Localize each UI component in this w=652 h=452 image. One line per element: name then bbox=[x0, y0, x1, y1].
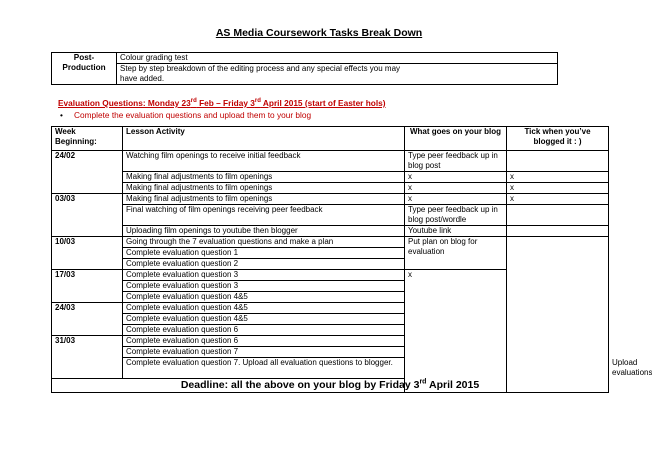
blog-cell: x bbox=[405, 172, 507, 183]
table-row bbox=[52, 226, 609, 237]
table-row bbox=[52, 194, 609, 205]
table-row bbox=[52, 172, 609, 183]
blog-cell: Put plan on blog for evaluation bbox=[405, 237, 507, 270]
blog-cell: Type peer feedback up in blog post/wordle bbox=[405, 205, 507, 226]
activity-cell: Watching film openings to receive initial feedback bbox=[123, 151, 405, 172]
header-tick: Tick when you’ve blogged it : ) bbox=[507, 127, 609, 151]
week-cell: 31/03 bbox=[52, 336, 123, 379]
activity-cell: Complete evaluation question 4&5 bbox=[123, 314, 405, 325]
tick-cell: x bbox=[507, 172, 609, 183]
activity-cell: Complete evaluation question 4&5 bbox=[123, 303, 405, 314]
activity-cell: Making final adjustments to film openings bbox=[123, 183, 405, 194]
tick-cell: x bbox=[507, 194, 609, 205]
deadline-row bbox=[52, 379, 609, 393]
table-row bbox=[52, 205, 609, 226]
blog-cell: x bbox=[405, 270, 507, 393]
table-row: Complete evaluation question 7. Upload all evaluation questions to blogger. Upload evaluations bbox=[52, 358, 609, 379]
blog-cell: Type peer feedback up in blog post bbox=[405, 151, 507, 172]
post-task-colour-grading: Colour grading test bbox=[117, 53, 558, 64]
activity-cell: Making final adjustments to film openings bbox=[123, 194, 405, 205]
bullet-icon: • bbox=[60, 110, 63, 120]
activity-cell: Complete evaluation question 6 bbox=[123, 336, 405, 347]
table-row bbox=[52, 151, 609, 172]
activity-cell: Uploading film openings to youtube then blogger bbox=[123, 226, 405, 237]
deadline-text: Deadline: all the above on your blog by Friday 3rd April 2015 bbox=[52, 379, 609, 393]
post-production-label: Post-Production bbox=[52, 53, 117, 85]
activity-cell: Making final adjustments to film openings bbox=[123, 172, 405, 183]
week-cell: 10/03 bbox=[52, 237, 123, 270]
activity-cell: Complete evaluation question 3 bbox=[123, 281, 405, 292]
post-production-table bbox=[51, 52, 558, 85]
tick-cell: x bbox=[507, 183, 609, 194]
table-row bbox=[52, 183, 609, 194]
activity-cell: Complete evaluation question 2 bbox=[123, 259, 405, 270]
activity-cell: Final watching of film openings receiving peer feedback bbox=[123, 205, 405, 226]
table-header-row bbox=[52, 127, 609, 151]
activity-cell: Complete evaluation question 6 bbox=[123, 325, 405, 336]
week-cell: 24/02 bbox=[52, 151, 123, 194]
week-cell: 03/03 bbox=[52, 194, 123, 237]
page-title: AS Media Coursework Tasks Break Down bbox=[215, 27, 423, 39]
schedule-table bbox=[51, 126, 652, 393]
header-activity: Lesson Activity bbox=[123, 127, 405, 151]
week-cell: 24/03 bbox=[52, 303, 123, 336]
tick-cell bbox=[507, 226, 609, 237]
table-row bbox=[52, 237, 609, 248]
activity-cell: Going through the 7 evaluation questions and make a plan bbox=[123, 237, 405, 248]
evaluation-bullet: • Complete the evaluation questions and upload them to your blog bbox=[60, 110, 312, 120]
blog-cell: Youtube link bbox=[405, 226, 507, 237]
activity-cell: Complete evaluation question 7. Upload all evaluation questions to blogger. bbox=[123, 358, 405, 379]
blog-cell: x bbox=[405, 183, 507, 194]
tick-cell bbox=[507, 205, 609, 226]
activity-cell: Complete evaluation question 7 bbox=[123, 347, 405, 358]
header-blog: What goes on your blog bbox=[405, 127, 507, 151]
header-week: Week Beginning: bbox=[52, 127, 123, 151]
activity-cell: Complete evaluation question 4&5 bbox=[123, 292, 405, 303]
tick-cell bbox=[507, 151, 609, 172]
blog-cell: x bbox=[405, 194, 507, 205]
post-task-editing-breakdown: Step by step breakdown of the editing process and any special effects you may have added. bbox=[117, 64, 558, 85]
evaluation-heading: Evaluation Questions: Monday 23rd Feb – Friday 3rd April 2015 (start of Easter hols) bbox=[58, 98, 386, 108]
activity-cell: Complete evaluation question 3 bbox=[123, 270, 405, 281]
week-cell: 17/03 bbox=[52, 270, 123, 303]
activity-cell: Complete evaluation question 1 bbox=[123, 248, 405, 259]
tick-cell bbox=[507, 237, 609, 393]
